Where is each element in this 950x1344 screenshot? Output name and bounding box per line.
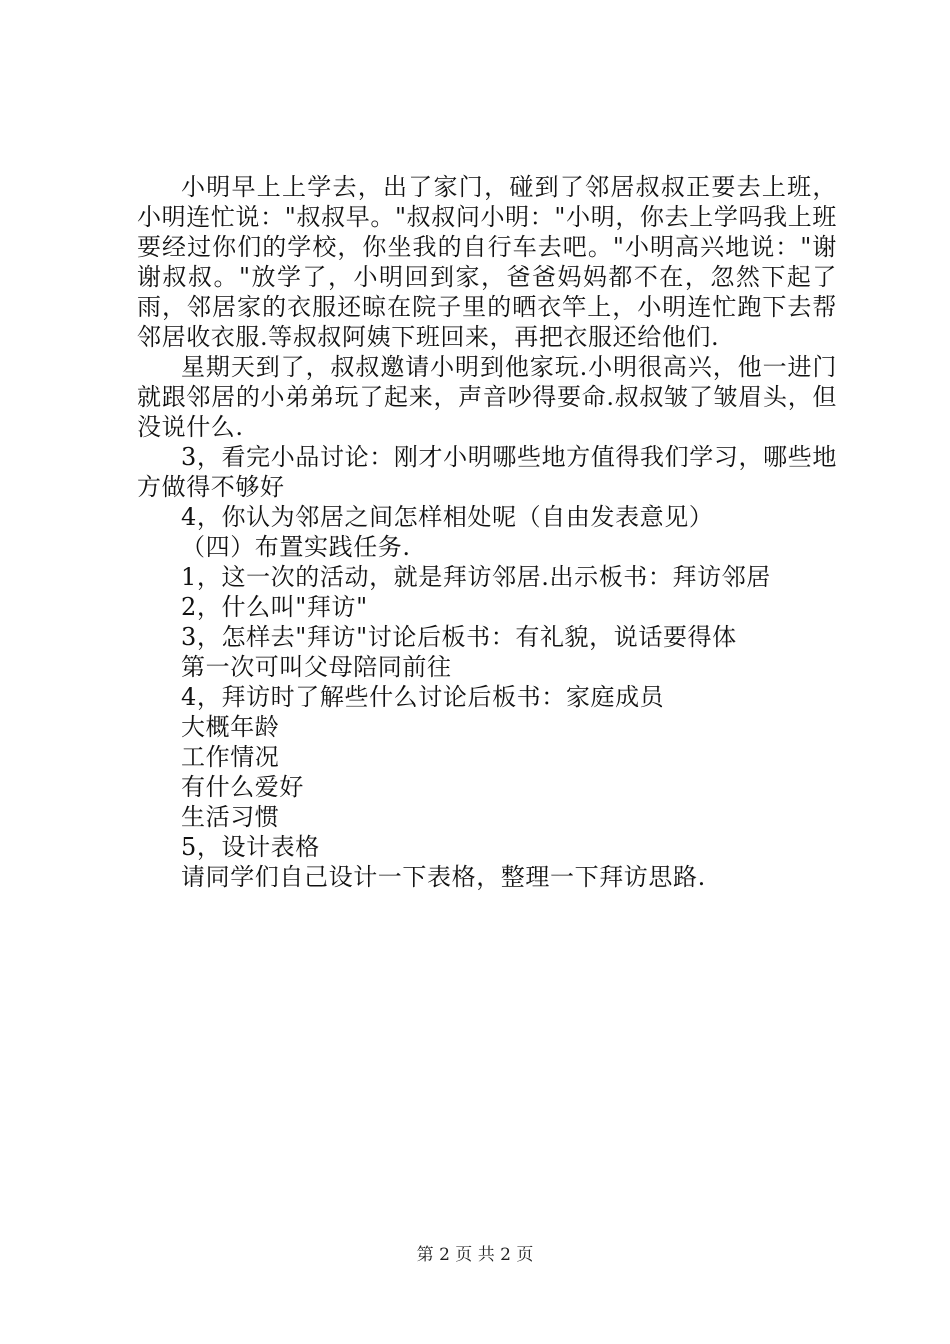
list-item-task-4-work: 工作情况 bbox=[181, 743, 280, 771]
document-body bbox=[137, 172, 837, 892]
section-heading-practice-task: （四）布置实践任务. bbox=[181, 533, 411, 561]
list-item-task-5: 5，设计表格 bbox=[181, 833, 320, 861]
list-item-task-4-age: 大概年龄 bbox=[181, 713, 280, 741]
paragraph-discussion-3: 3，看完小品讨论：刚才小明哪些地方值得我们学习，哪些地方做得不够好 bbox=[137, 443, 837, 501]
page-number-footer: 第 2 页 共 2 页 bbox=[416, 1245, 534, 1265]
list-item-task-3-note: 第一次可叫父母陪同前往 bbox=[181, 653, 452, 681]
list-item-task-3: 3，怎样去"拜访"讨论后板书：有礼貌，说话要得体 bbox=[181, 623, 737, 651]
list-item-task-5-instruction: 请同学们自己设计一下表格，整理一下拜访思路. bbox=[181, 863, 706, 891]
list-item-task-4-hobby: 有什么爱好 bbox=[181, 773, 304, 801]
paragraph-story-morning: 小明早上上学去，出了家门，碰到了邻居叔叔正要去上班，小明连忙说："叔叔早。"叔叔问小明："小明，你去上学吗我上班要经过你们的学校，你坐我的自行车去吧。"小明高兴地说："谢谢叔叔。"放学了，小明回到家，爸爸妈妈都不在，忽然下起了雨，邻居家的衣服还晾在院子里的晒衣竿上，小明连忙跑下去帮邻居收衣服.等叔叔阿姨下班回来，再把衣服还给他们. bbox=[137, 173, 837, 351]
list-item-task-4-habits: 生活习惯 bbox=[181, 803, 280, 831]
list-item-task-1: 1，这一次的活动，就是拜访邻居.出示板书：拜访邻居 bbox=[181, 563, 771, 591]
list-item-discussion-4: 4，你认为邻居之间怎样相处呢（自由发表意见） bbox=[181, 503, 714, 531]
list-item-task-4: 4，拜访时了解些什么讨论后板书：家庭成员 bbox=[181, 683, 665, 711]
list-item-task-2: 2，什么叫"拜访" bbox=[181, 593, 368, 621]
paragraph-story-sunday: 星期天到了，叔叔邀请小明到他家玩.小明很高兴，他一进门就跟邻居的小弟弟玩了起来，声音吵得要命.叔叔皱了皱眉头，但没说什么. bbox=[137, 353, 837, 441]
